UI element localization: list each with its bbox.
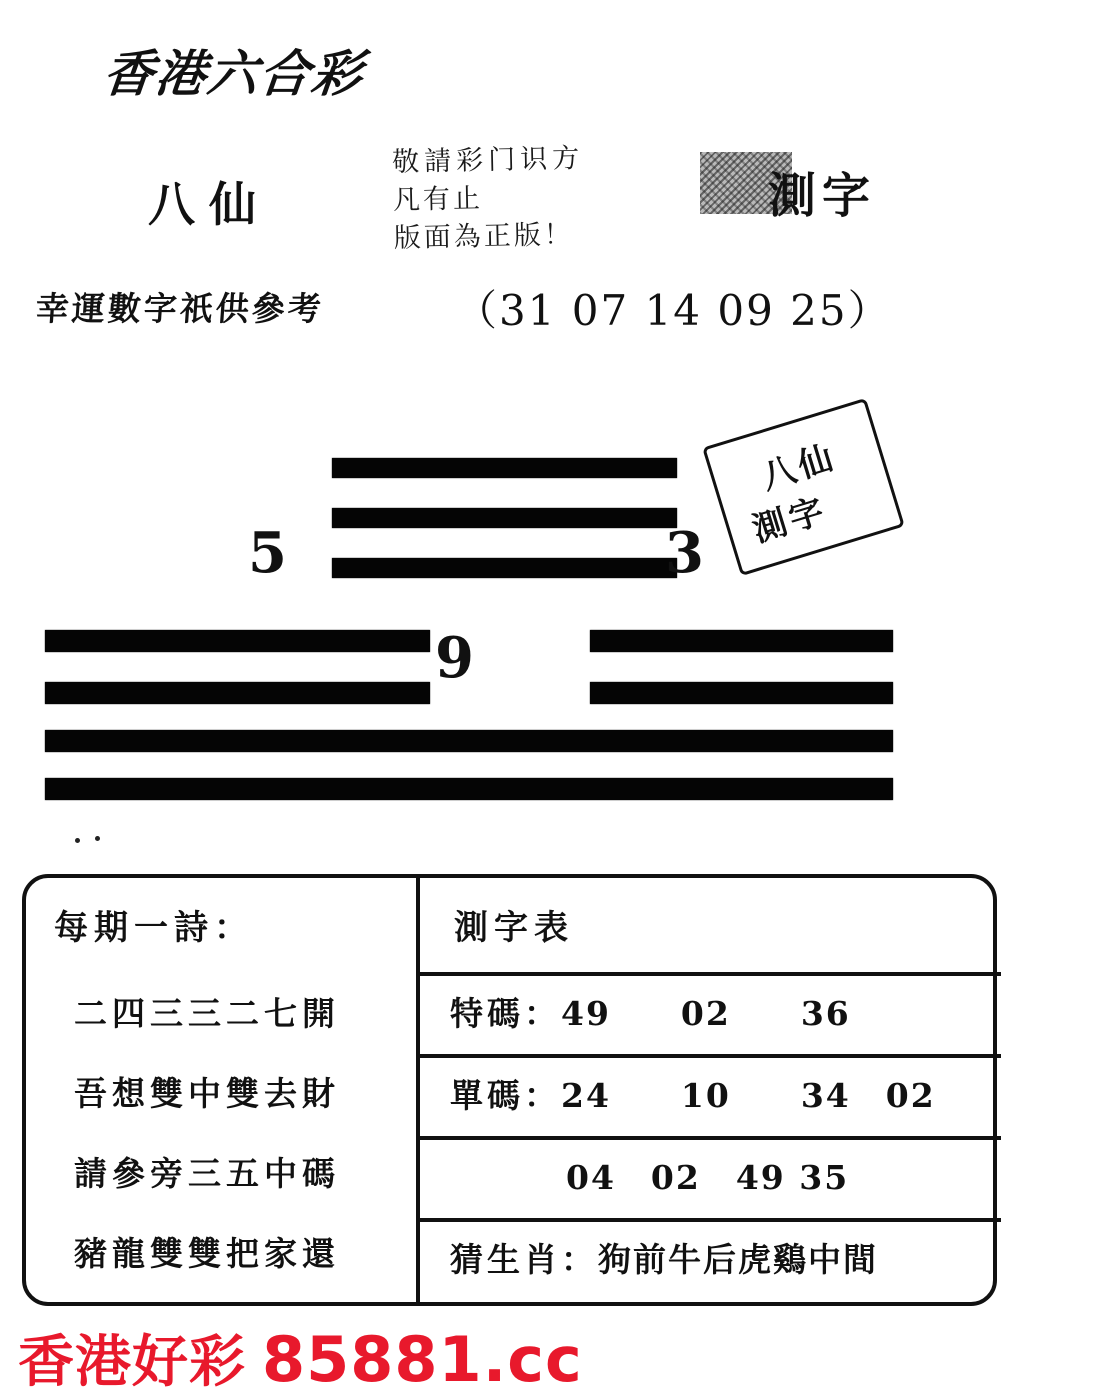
poem-title: 每期一詩： xyxy=(54,908,254,948)
poem-line: 二四三三二七開 xyxy=(74,994,340,1033)
row-values: 24 10 34 02 xyxy=(561,1076,936,1115)
ink-speck-icon xyxy=(95,836,100,841)
hexagram-number-center: 9 xyxy=(435,625,474,691)
row-label: 猜生肖： xyxy=(450,1240,598,1279)
cezi-table-title: 測字表 xyxy=(454,908,574,948)
lucky-numbers-label: 幸運數字祇供參考 xyxy=(34,289,326,328)
hexagram-line-4-left xyxy=(45,630,430,652)
hexagram-line-6 xyxy=(45,730,893,752)
hexagram-figure xyxy=(0,430,1109,820)
hexagram-line-2 xyxy=(332,508,677,528)
table-row xyxy=(450,1234,878,1281)
poem-line: 吾想雙中雙去財 xyxy=(74,1074,340,1113)
hexagram-line-4-right xyxy=(590,630,893,652)
hexagram-number-right: 3 xyxy=(665,520,704,586)
hexagram-line-7 xyxy=(45,778,893,800)
poem-line: 豬龍雙雙把家還 xyxy=(74,1234,340,1273)
lucky-numbers-value: （31 07 14 09 25） xyxy=(455,286,892,335)
row-values: 04 02 49 35 xyxy=(566,1158,850,1197)
footer-site-url[interactable]: 85881.cc xyxy=(262,1323,583,1396)
page-title: 香港六合彩 xyxy=(100,44,367,103)
table-vertical-divider xyxy=(416,878,420,1302)
bottom-table xyxy=(22,874,997,1306)
table-row-divider xyxy=(416,972,1001,976)
table-row-divider xyxy=(416,1054,1001,1058)
footer-brand: 香港好彩 xyxy=(18,1329,246,1395)
table-row-divider xyxy=(416,1218,1001,1222)
hexagram-line-1 xyxy=(332,458,677,478)
table-row xyxy=(450,988,851,1035)
series-title: 八仙 xyxy=(148,178,270,233)
row-values: 49 02 36 xyxy=(561,994,851,1033)
hexagram-line-5-left xyxy=(45,682,430,704)
table-row xyxy=(566,1152,849,1199)
notice-line-1: 敬請彩门识方 xyxy=(391,143,585,179)
hexagram-number-left: 5 xyxy=(248,520,287,586)
table-row xyxy=(450,1070,936,1117)
poem-line: 請參旁三五中碼 xyxy=(74,1154,340,1193)
row-label: 單碼： xyxy=(450,1076,561,1115)
table-row-divider xyxy=(416,1136,1001,1140)
footer-branding xyxy=(18,1318,583,1398)
ink-speck-icon xyxy=(75,838,80,843)
hexagram-line-3 xyxy=(332,558,677,578)
row-values: 狗前牛后虎鷄中間 xyxy=(598,1240,878,1279)
notice-text xyxy=(392,140,586,258)
bagua-tag-line-2: 測字 xyxy=(747,490,833,551)
hexagram-line-5-right xyxy=(590,682,893,704)
row-label: 特碼： xyxy=(450,994,561,1033)
notice-line-3: 版面為正版！ xyxy=(393,219,575,254)
notice-line-2: 凡有止 xyxy=(392,183,484,217)
bagua-tag-line-1: 八仙 xyxy=(756,437,842,498)
bagua-tag xyxy=(702,398,905,576)
stamp-label: 測字 xyxy=(768,168,877,224)
